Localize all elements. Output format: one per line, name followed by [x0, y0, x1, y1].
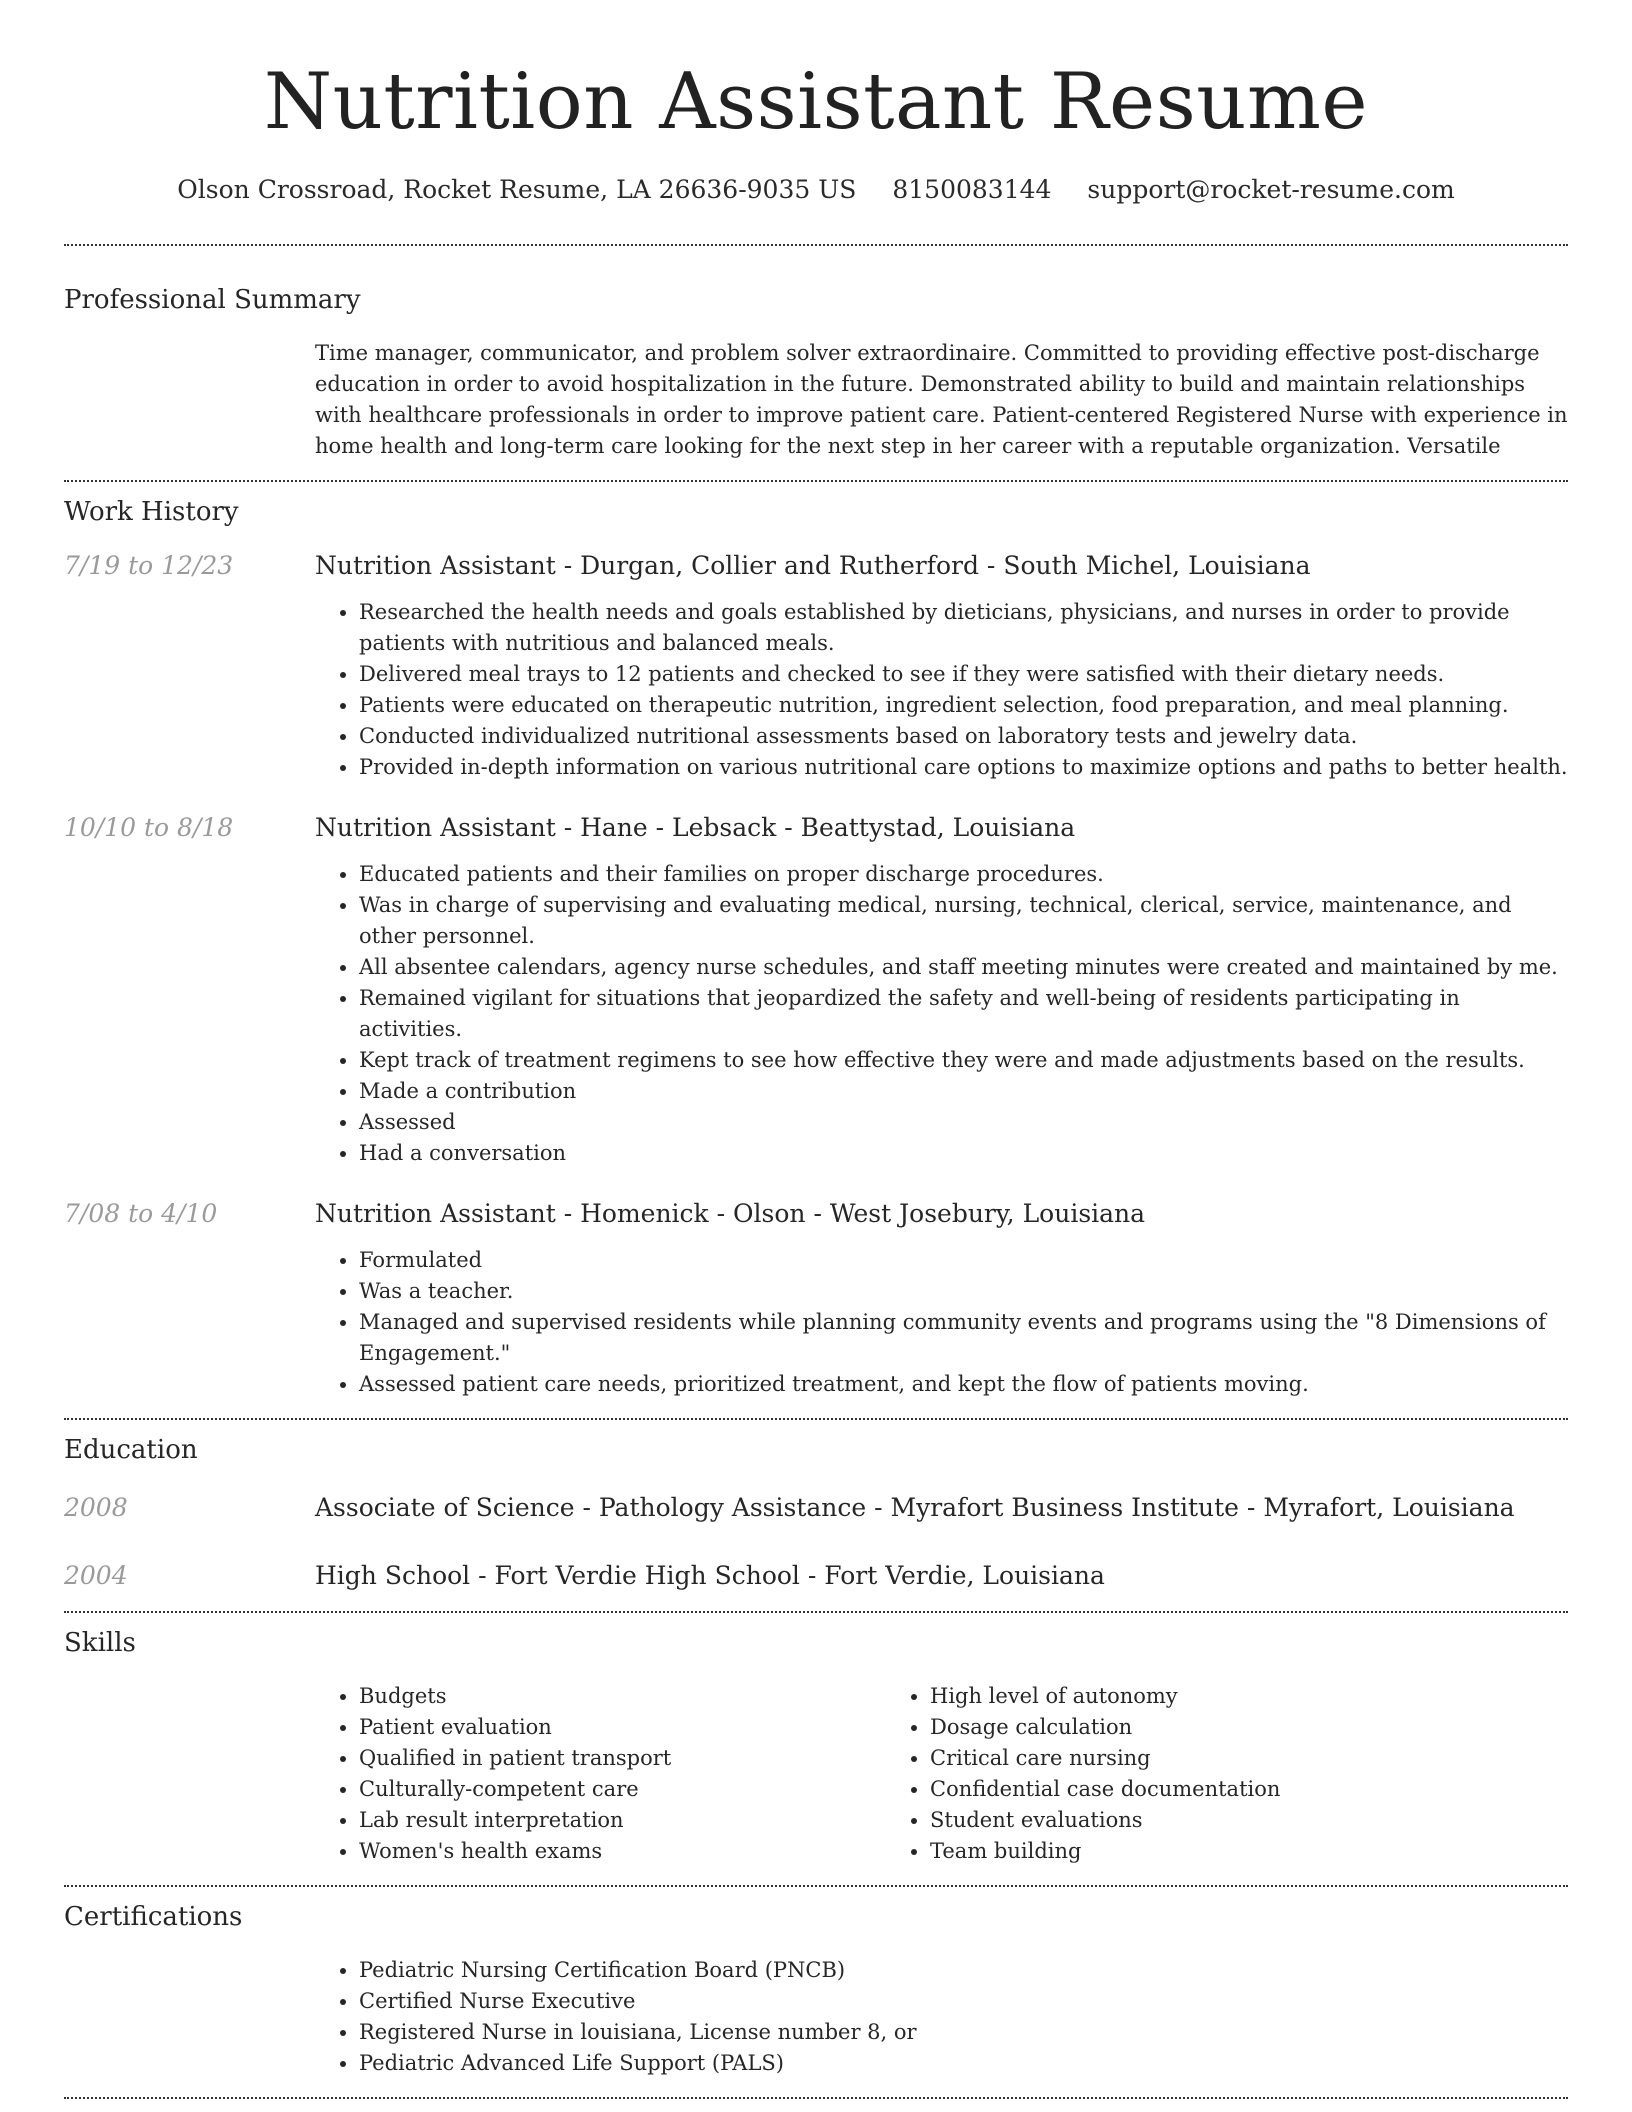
section-title-certifications: Certifications [64, 1902, 243, 1932]
list-item: • Student evaluations [930, 1805, 1457, 1836]
list-item: • Remained vigilant for situations that jeopardized the safety and well-being of residents participating in activities. [359, 983, 1568, 1045]
list-item: • Team building [930, 1836, 1457, 1867]
skills-column-right [886, 1681, 1457, 1867]
list-item: • Confidential case documentation [930, 1774, 1457, 1805]
section-title-skills: Skills [64, 1628, 136, 1658]
job-header: Nutrition Assistant - Homenick - Olson - West Josebury, Louisiana [315, 1199, 1146, 1228]
contact-address: Olson Crossroad, Rocket Resume, LA 26636-9035 US [177, 175, 857, 204]
divider-skills [64, 1885, 1568, 1887]
list-item: • Conducted individualized nutritional assessments based on laboratory tests and jewelry data. [359, 721, 1568, 752]
job-entry [64, 810, 1568, 1169]
job-bullets [315, 597, 1568, 783]
education-text: Associate of Science - Pathology Assistance - Myrafort Business Institute - Myrafort, Louisiana [315, 1493, 1515, 1522]
list-item: • Managed and supervised residents while planning community events and programs using the "8 Dimensions of Engagement." [359, 1307, 1568, 1369]
section-title-work: Work History [64, 497, 239, 527]
list-item: • High level of autonomy [930, 1681, 1457, 1712]
job-header: Nutrition Assistant - Hane - Lebsack - Beattystad, Louisiana [315, 813, 1076, 842]
list-item: • Certified Nurse Executive [359, 1986, 1568, 2017]
list-item: • Assessed patient care needs, prioritized treatment, and kept the flow of patients moving. [359, 1369, 1568, 1400]
list-item: • Pediatric Advanced Life Support (PALS) [359, 2048, 1568, 2079]
education-date: 2008 [64, 1493, 128, 1522]
contact-phone: 8150083144 [892, 175, 1052, 204]
contact-email: support@rocket-resume.com [1087, 175, 1455, 204]
list-item: • Patients were educated on therapeutic nutrition, ingredient selection, food preparation, and meal planning. [359, 690, 1568, 721]
job-bullets [315, 1245, 1568, 1400]
list-item: • Budgets [359, 1681, 886, 1712]
job-date: 7/19 to 12/23 [64, 551, 234, 580]
list-item: • Delivered meal trays to 12 patients and checked to see if they were satisfied with their dietary needs. [359, 659, 1568, 690]
list-item: • Women's health exams [359, 1836, 886, 1867]
list-item: • Critical care nursing [930, 1743, 1457, 1774]
list-item: • Assessed [359, 1107, 1568, 1138]
list-item: • Culturally-competent care [359, 1774, 886, 1805]
divider-header [64, 244, 1568, 246]
list-item: • Was in charge of supervising and evaluating medical, nursing, technical, clerical, service, maintenance, and other personnel. [359, 890, 1568, 952]
job-date: 7/08 to 4/10 [64, 1199, 218, 1228]
job-date: 10/10 to 8/18 [64, 813, 234, 842]
section-title-summary: Professional Summary [64, 285, 361, 315]
list-item: • Qualified in patient transport [359, 1743, 886, 1774]
certifications-list [315, 1955, 1568, 2079]
list-item: • Dosage calculation [930, 1712, 1457, 1743]
skills-list [315, 1681, 1568, 1867]
list-item: • Researched the health needs and goals established by dieticians, physicians, and nurses in order to provide patients with nutritious and balanced meals. [359, 597, 1568, 659]
list-item: • Had a conversation [359, 1138, 1568, 1169]
contact-info [64, 172, 1568, 208]
education-text: High School - Fort Verdie High School - Fort Verdie, Louisiana [315, 1561, 1105, 1590]
divider-certifications [64, 2097, 1568, 2099]
list-item: • Provided in-depth information on various nutritional care options to maximize options and paths to better health. [359, 752, 1568, 783]
education-date: 2004 [64, 1561, 128, 1590]
job-entry [64, 548, 1568, 783]
list-item: • Pediatric Nursing Certification Board (PNCB) [359, 1955, 1568, 1986]
divider-education [64, 1611, 1568, 1613]
list-item: • Lab result interpretation [359, 1805, 886, 1836]
list-item: • Kept track of treatment regimens to see how effective they were and made adjustments based on the results. [359, 1045, 1568, 1076]
list-item: • Registered Nurse in louisiana, License number 8, or [359, 2017, 1568, 2048]
job-bullets [315, 859, 1568, 1169]
summary-text: Time manager, communicator, and problem solver extraordinaire. Committed to providing effective post-discharge education in order to avoid hospitalization in the future. Demonstrated ability to build and maintain relationships with healthcare professionals in order to improve patient care. Patient-centered Registered Nurse with experience in home health and long-term care looking for the next step in her career with a reputable organization. Versatile [315, 341, 1568, 458]
job-header: Nutrition Assistant - Durgan, Collier and Rutherford - South Michel, Louisiana [315, 551, 1311, 580]
divider-work [64, 1418, 1568, 1420]
divider-summary [64, 480, 1568, 482]
list-item: • Educated patients and their families on proper discharge procedures. [359, 859, 1568, 890]
list-item: • Was a teacher. [359, 1276, 1568, 1307]
list-item: • Patient evaluation [359, 1712, 886, 1743]
list-item: • Formulated [359, 1245, 1568, 1276]
education-entry [64, 1558, 1568, 1594]
job-entry [64, 1196, 1568, 1400]
section-title-education: Education [64, 1435, 198, 1465]
list-item: • All absentee calendars, agency nurse schedules, and staff meeting minutes were created and maintained by me. [359, 952, 1568, 983]
page-title: Nutrition Assistant Resume [263, 57, 1369, 147]
education-entry [64, 1490, 1568, 1526]
list-item: • Made a contribution [359, 1076, 1568, 1107]
skills-column-left [315, 1681, 886, 1867]
